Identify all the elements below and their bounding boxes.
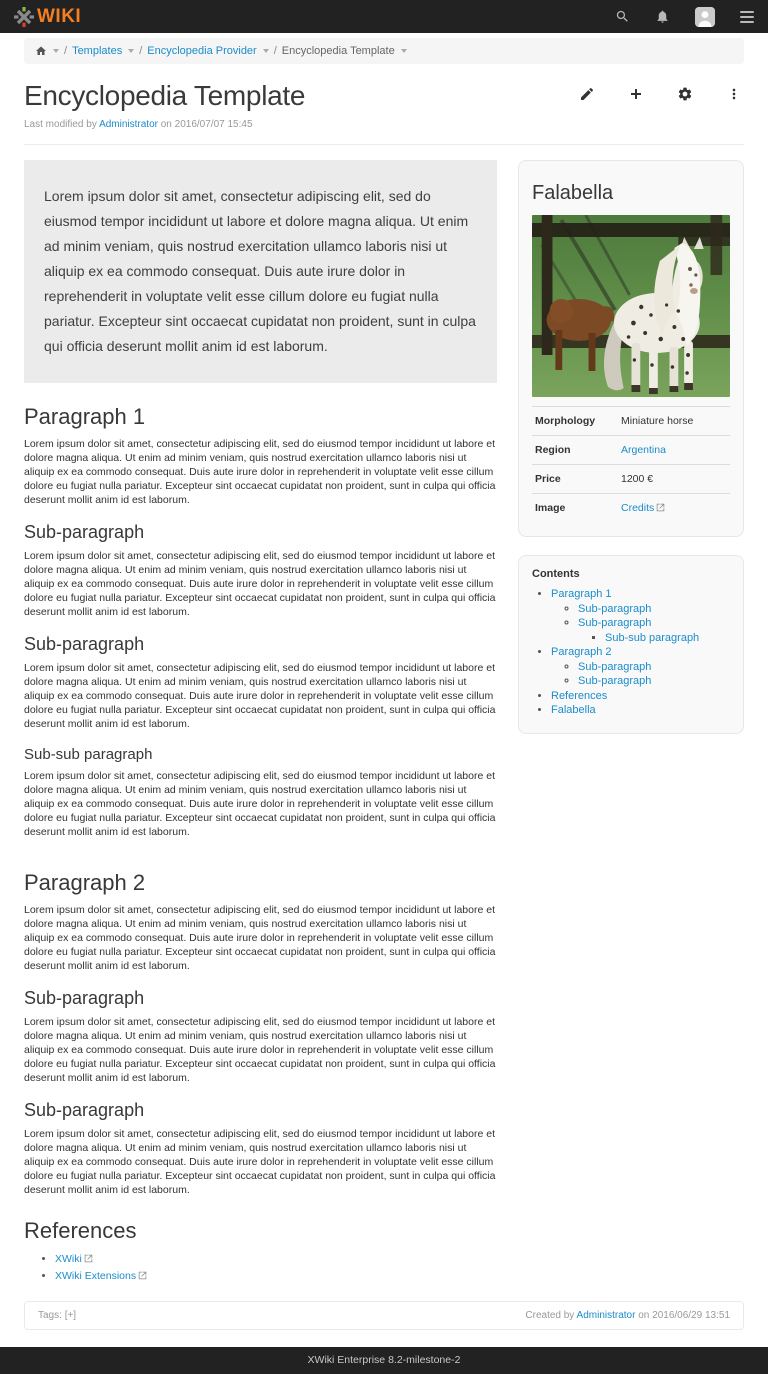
infobox-row bbox=[532, 494, 730, 524]
external-link-icon bbox=[138, 1271, 147, 1280]
breadcrumb-caret[interactable] bbox=[263, 49, 269, 53]
created-prefix: Created by bbox=[525, 1310, 575, 1321]
toc-link-sub-sub-paragraph[interactable]: Sub-sub paragraph bbox=[605, 631, 700, 644]
created-user-link[interactable]: Administrator bbox=[576, 1310, 636, 1321]
breadcrumb-separator: / bbox=[139, 45, 143, 57]
infobox-link-credits[interactable]: Credits bbox=[621, 502, 655, 514]
toc-item bbox=[551, 703, 730, 718]
last-modified-line bbox=[24, 119, 744, 130]
heading-sub-paragraph: Sub-paragraph bbox=[24, 522, 145, 542]
created-suffix: on 2016/06/29 13:51 bbox=[638, 1310, 730, 1321]
heading-references: References bbox=[24, 1218, 137, 1243]
xwiki-logo-asterisk-icon bbox=[14, 7, 34, 27]
infobox-row bbox=[532, 465, 730, 494]
heading-paragraph-2: Paragraph 2 bbox=[24, 870, 146, 895]
toc-item bbox=[578, 602, 730, 617]
side-column bbox=[518, 160, 744, 734]
edit-icon[interactable] bbox=[579, 86, 595, 102]
reference-link-xwiki[interactable]: XWiki bbox=[55, 1253, 82, 1265]
heading-sub-paragraph: Sub-paragraph bbox=[24, 634, 145, 654]
version-bar: XWiki Enterprise 8.2-milestone-2 bbox=[0, 1347, 768, 1374]
infobox-panel bbox=[518, 160, 744, 537]
paragraph-text: Lorem ipsum dolor sit amet, consectetur adipiscing elit, sed do eiusmod tempor incididunt ut labore et dolore magna aliqua. Ut enim ad minim veniam, quis nostrud exercitation ullamco laboris nisi ut aliquip ex ea commodo consequat. Duis aute irure dolor in reprehenderit in voluptate velit esse cillum dolore eu fugiat nulla pariatur. Excepteur sint occaecat cupidatat non proident, sunt in culpa qui officia deserunt mollit anim id est laborum. bbox=[24, 550, 496, 618]
settings-icon[interactable] bbox=[677, 86, 693, 102]
infobox-value-morphology: Miniature horse bbox=[621, 415, 694, 427]
modified-prefix: Last modified by bbox=[24, 119, 97, 130]
breadcrumb-item-encyclopedia-provider[interactable]: Encyclopedia Provider bbox=[147, 45, 257, 57]
breadcrumb-item-templates[interactable]: Templates bbox=[72, 45, 123, 57]
toc-item bbox=[578, 674, 730, 689]
home-icon[interactable] bbox=[35, 45, 47, 57]
toc-link-sub-paragraph[interactable]: Sub-paragraph bbox=[578, 617, 652, 629]
external-link-icon bbox=[656, 503, 665, 512]
xwiki-logo[interactable] bbox=[14, 7, 81, 27]
paragraph-text: Lorem ipsum dolor sit amet, consectetur adipiscing elit, sed do eiusmod tempor incididunt ut labore et dolore magna aliqua. Ut enim ad minim veniam, quis nostrud exercitation ullamco laboris nisi ut aliquip ex ea commodo consequat. Duis aute irure dolor in reprehenderit in voluptate velit esse cillum dolore eu fugiat nulla pariatur. Excepteur sint occaecat cupidatat non proident, sunt in culpa qui officia deserunt mollit anim id est laborum. bbox=[24, 438, 496, 506]
infobox-label: Region bbox=[535, 444, 571, 456]
infobox-label: Morphology bbox=[535, 415, 596, 427]
breadcrumb-caret[interactable] bbox=[128, 49, 134, 53]
logo-text: WIKI bbox=[37, 6, 82, 27]
infobox-value-price: 1200 € bbox=[621, 473, 654, 485]
search-icon[interactable] bbox=[615, 9, 630, 24]
toc-item bbox=[551, 587, 730, 645]
modified-suffix: on 2016/07/07 15:45 bbox=[160, 119, 253, 130]
add-icon[interactable] bbox=[628, 86, 644, 102]
main-column bbox=[24, 160, 497, 1285]
doc-footer bbox=[24, 1301, 744, 1330]
heading-sub-paragraph: Sub-paragraph bbox=[24, 1100, 145, 1120]
toc-link-references[interactable]: References bbox=[551, 689, 608, 702]
toc-link-sub-paragraph[interactable]: Sub-paragraph bbox=[578, 602, 652, 615]
breadcrumb-separator: / bbox=[64, 45, 68, 57]
description-box: Lorem ipsum dolor sit amet, consectetur adipiscing elit, sed do eiusmod tempor incididunt ut labore et dolore magna aliqua. Ut enim ad minim veniam, quis nostrud exercitation ullamco laboris nisi ut aliquip ex ea commodo consequat. Duis aute irure dolor in reprehenderit in voluptate velit esse cillum dolore eu fugiat nulla pariatur. Excepteur sint occaecat cupidatat non proident, sunt in culpa qui officia deserunt mollit anim id est laborum. bbox=[24, 160, 497, 383]
paragraph-text: Lorem ipsum dolor sit amet, consectetur adipiscing elit, sed do eiusmod tempor incididunt ut labore et dolore magna aliqua. Ut enim ad minim veniam, quis nostrud exercitation ullamco laboris nisi ut aliquip ex ea commodo consequat. Duis aute irure dolor in reprehenderit in voluptate velit esse cillum dolore eu fugiat nulla pariatur. Excepteur sint occaecat cupidatat non proident, sunt in culpa qui officia deserunt mollit anim id est laborum. bbox=[24, 770, 496, 838]
contents-title: Contents bbox=[532, 568, 580, 580]
infobox-label: Price bbox=[535, 473, 561, 485]
references-section bbox=[24, 1218, 497, 1285]
toc-item bbox=[551, 645, 730, 689]
top-navbar bbox=[0, 0, 768, 33]
reference-item bbox=[55, 1251, 497, 1268]
toc-item bbox=[578, 660, 730, 675]
paragraph-text: Lorem ipsum dolor sit amet, consectetur adipiscing elit, sed do eiusmod tempor incididunt ut labore et dolore magna aliqua. Ut enim ad minim veniam, quis nostrud exercitation ullamco laboris nisi ut aliquip ex ea commodo consequat. Duis aute irure dolor in reprehenderit in voluptate velit esse cillum dolore eu fugiat nulla pariatur. Excepteur sint occaecat cupidatat non proident, sunt in culpa qui officia deserunt mollit anim id est laborum. bbox=[24, 1128, 496, 1196]
more-icon[interactable] bbox=[726, 86, 742, 102]
page-title: Encyclopedia Template bbox=[24, 80, 306, 111]
falabella-photo bbox=[532, 215, 730, 397]
doc-actions bbox=[579, 86, 742, 102]
breadcrumb-caret[interactable] bbox=[53, 49, 59, 53]
infobox-label: Image bbox=[535, 502, 566, 514]
toc-link-sub-paragraph[interactable]: Sub-paragraph bbox=[578, 675, 652, 687]
external-link-icon bbox=[84, 1254, 93, 1263]
breadcrumb-item-current: Encyclopedia Template bbox=[281, 45, 395, 57]
contents-panel bbox=[518, 555, 744, 734]
breadcrumb bbox=[24, 38, 744, 64]
toc-item bbox=[551, 689, 730, 704]
toc-item bbox=[578, 616, 730, 645]
toc-link-paragraph-1[interactable]: Paragraph 1 bbox=[551, 588, 612, 600]
paragraph-text: Lorem ipsum dolor sit amet, consectetur adipiscing elit, sed do eiusmod tempor incididunt ut labore et dolore magna aliqua. Ut enim ad minim veniam, quis nostrud exercitation ullamco laboris nisi ut aliquip ex ea commodo consequat. Duis aute irure dolor in reprehenderit in voluptate velit esse cillum dolore eu fugiat nulla pariatur. Excepteur sint occaecat cupidatat non proident, sunt in culpa qui officia deserunt mollit anim id est laborum. bbox=[24, 904, 496, 972]
modified-user-link[interactable]: Administrator bbox=[99, 119, 158, 130]
paragraph-text: Lorem ipsum dolor sit amet, consectetur adipiscing elit, sed do eiusmod tempor incididunt ut labore et dolore magna aliqua. Ut enim ad minim veniam, quis nostrud exercitation ullamco laboris nisi ut aliquip ex ea commodo consequat. Duis aute irure dolor in reprehenderit in voluptate velit esse cillum dolore eu fugiat nulla pariatur. Excepteur sint occaecat cupidatat non proident, sunt in culpa qui officia deserunt mollit anim id est laborum. bbox=[24, 662, 496, 730]
toc-link-sub-paragraph[interactable]: Sub-paragraph bbox=[578, 660, 652, 673]
infobox-row bbox=[532, 407, 730, 436]
add-tag-button[interactable]: [+] bbox=[64, 1310, 77, 1321]
infobox-table bbox=[532, 406, 730, 523]
reference-link-xwiki-extensions[interactable]: XWiki Extensions bbox=[55, 1270, 137, 1282]
breadcrumb-separator: / bbox=[273, 45, 277, 57]
tags-area bbox=[38, 1310, 76, 1321]
heading-sub-sub-paragraph: Sub-sub paragraph bbox=[24, 746, 153, 763]
heading-sub-paragraph: Sub-paragraph bbox=[24, 988, 145, 1008]
tags-label: Tags: bbox=[38, 1310, 62, 1321]
reference-item bbox=[55, 1268, 497, 1285]
menu-icon[interactable] bbox=[740, 11, 754, 23]
user-silhouette-icon bbox=[695, 7, 715, 27]
heading-paragraph-1: Paragraph 1 bbox=[24, 404, 146, 429]
toc-link-paragraph-2[interactable]: Paragraph 2 bbox=[551, 646, 612, 658]
infobox-link-region[interactable]: Argentina bbox=[621, 444, 666, 456]
toc-link-falabella[interactable]: Falabella bbox=[551, 704, 596, 716]
paragraph-text: Lorem ipsum dolor sit amet, consectetur adipiscing elit, sed do eiusmod tempor incididunt ut labore et dolore magna aliqua. Ut enim ad minim veniam, quis nostrud exercitation ullamco laboris nisi ut aliquip ex ea commodo consequat. Duis aute irure dolor in reprehenderit in voluptate velit esse cillum dolore eu fugiat nulla pariatur. Excepteur sint occaecat cupidatat non proident, sunt in culpa qui officia deserunt mollit anim id est laborum. bbox=[24, 1016, 496, 1084]
toc-item bbox=[605, 631, 730, 646]
created-line bbox=[525, 1310, 730, 1321]
header-divider bbox=[24, 144, 744, 145]
infobox-title: Falabella bbox=[532, 182, 614, 204]
bell-icon[interactable] bbox=[655, 9, 670, 24]
infobox-row bbox=[532, 436, 730, 465]
breadcrumb-caret[interactable] bbox=[401, 49, 407, 53]
user-avatar[interactable] bbox=[695, 7, 715, 27]
